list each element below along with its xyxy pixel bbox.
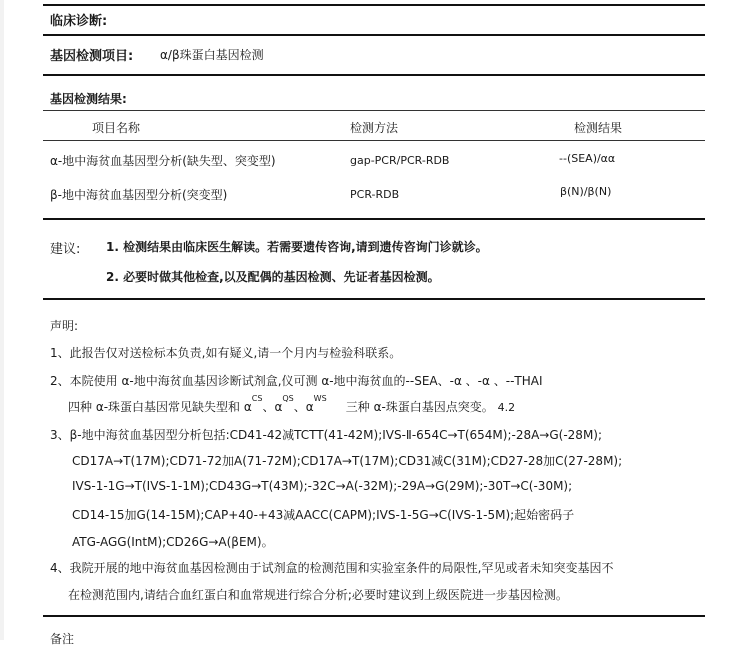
- col-header-name: 项目名称: [92, 121, 141, 135]
- page-edge-shadow: [0, 0, 4, 640]
- results-table-top-rule: [43, 110, 705, 111]
- statement-item-3-line-3: IVS-1-1G→T(IVS-1-1M);CD43G→T(43M);-32C→A(-32M);-29A→G(29M);-30T→C(-30M);: [72, 479, 573, 493]
- alpha-qs-sup: QS: [282, 394, 294, 403]
- table-row-1-result: --(SEA)/αα: [559, 152, 616, 165]
- statement-item-2-line-2: [68, 394, 516, 415]
- test-item-value: α/β珠蛋白基因检测: [160, 48, 264, 62]
- rule-4: [43, 298, 705, 300]
- statement-item-2-line-1: 2、本院使用 α-地中海贫血基因诊断试剂盒,仪可测 α-地中海贫血的--SEA、-α 、-α 、--THAI: [50, 374, 543, 388]
- advice-item-1: 1. 检测结果由临床医生解读。若需要遗传咨询,请到遗传咨询门诊就诊。: [106, 240, 488, 254]
- statement-item-4-line-1: 4、我院开展的地中海贫血基因检测由于试剂盒的检测范围和实验室条件的局限性,罕见或者未知突变基因不: [50, 561, 614, 575]
- statement-item-3-line-5: ATG-AGG(IntM);CD26G→A(βEM)。: [72, 535, 274, 549]
- table-row-1-method: gap-PCR/PCR-RDB: [350, 154, 450, 167]
- results-title: 基因检测结果:: [50, 92, 127, 106]
- results-table-header-rule: [43, 140, 705, 141]
- statement-item-2-mid2: 、α: [293, 400, 314, 414]
- advice-item-2: 2. 必要时做其他检查,以及配偶的基因检测、先证者基因检测。: [106, 270, 440, 284]
- statement-item-3-line-2: CD17A→T(17M);CD71-72加A(71-72M);CD17A→T(17M);CD31减C(31M);CD27-28加C(27-28M);: [72, 454, 623, 468]
- statement-item-2-mid1: 、α: [262, 400, 283, 414]
- test-item-label: 基因检测项目:: [50, 49, 134, 64]
- statement-item-1: 1、此报告仅对送检标本负责,如有疑义,请一个月内与检验科联系。: [50, 346, 402, 360]
- rule-2: [43, 74, 705, 76]
- statement-item-2-post: 三种 α-珠蛋白基因点突变。: [345, 400, 494, 414]
- table-row-2-result: β(N)/β(N): [560, 185, 612, 198]
- col-header-method: 检测方法: [350, 121, 399, 135]
- statement-item-4-line-2: 在检测范围内,请结合血红蛋白和血常规进行综合分析;必要时建议到上级医院进一步基因检测。: [68, 588, 568, 602]
- alpha-cs-sup: CS: [251, 394, 263, 403]
- alpha-ws-sup: WS: [313, 394, 327, 403]
- statement-item-2-note: 4.2: [497, 401, 516, 414]
- advice-label: 建议:: [50, 242, 81, 257]
- remarks-label-cut: 备注: [50, 632, 75, 646]
- col-header-result: 检测结果: [574, 121, 623, 135]
- clinical-diagnosis-label: 临床诊断:: [50, 14, 108, 29]
- table-row-2-name: β-地中海贫血基因型分析(突变型): [50, 188, 228, 202]
- statement-item-2-pre: 四种 α-珠蛋白基因常见缺失型和 α: [68, 400, 252, 414]
- statement-title: 声明:: [50, 319, 79, 333]
- top-rule: [43, 4, 705, 6]
- statement-item-3-line-4: CD14-15加G(14-15M);CAP+40-+43减AACC(CAPM);IVS-1-5G→C(IVS-1-5M);起始密码子: [72, 508, 575, 522]
- table-row-2-method: PCR-RDB: [350, 188, 400, 201]
- rule-1: [43, 34, 705, 36]
- table-row-1-name: α-地中海贫血基因型分析(缺失型、突变型): [50, 154, 276, 168]
- rule-5: [43, 615, 705, 617]
- statement-item-3-line-1: 3、β-地中海贫血基因型分析包括:CD41-42减TCTT(41-42M);IVS-Ⅱ-654C→T(654M);-28A→G(-28M);: [50, 428, 603, 442]
- rule-3: [43, 218, 705, 220]
